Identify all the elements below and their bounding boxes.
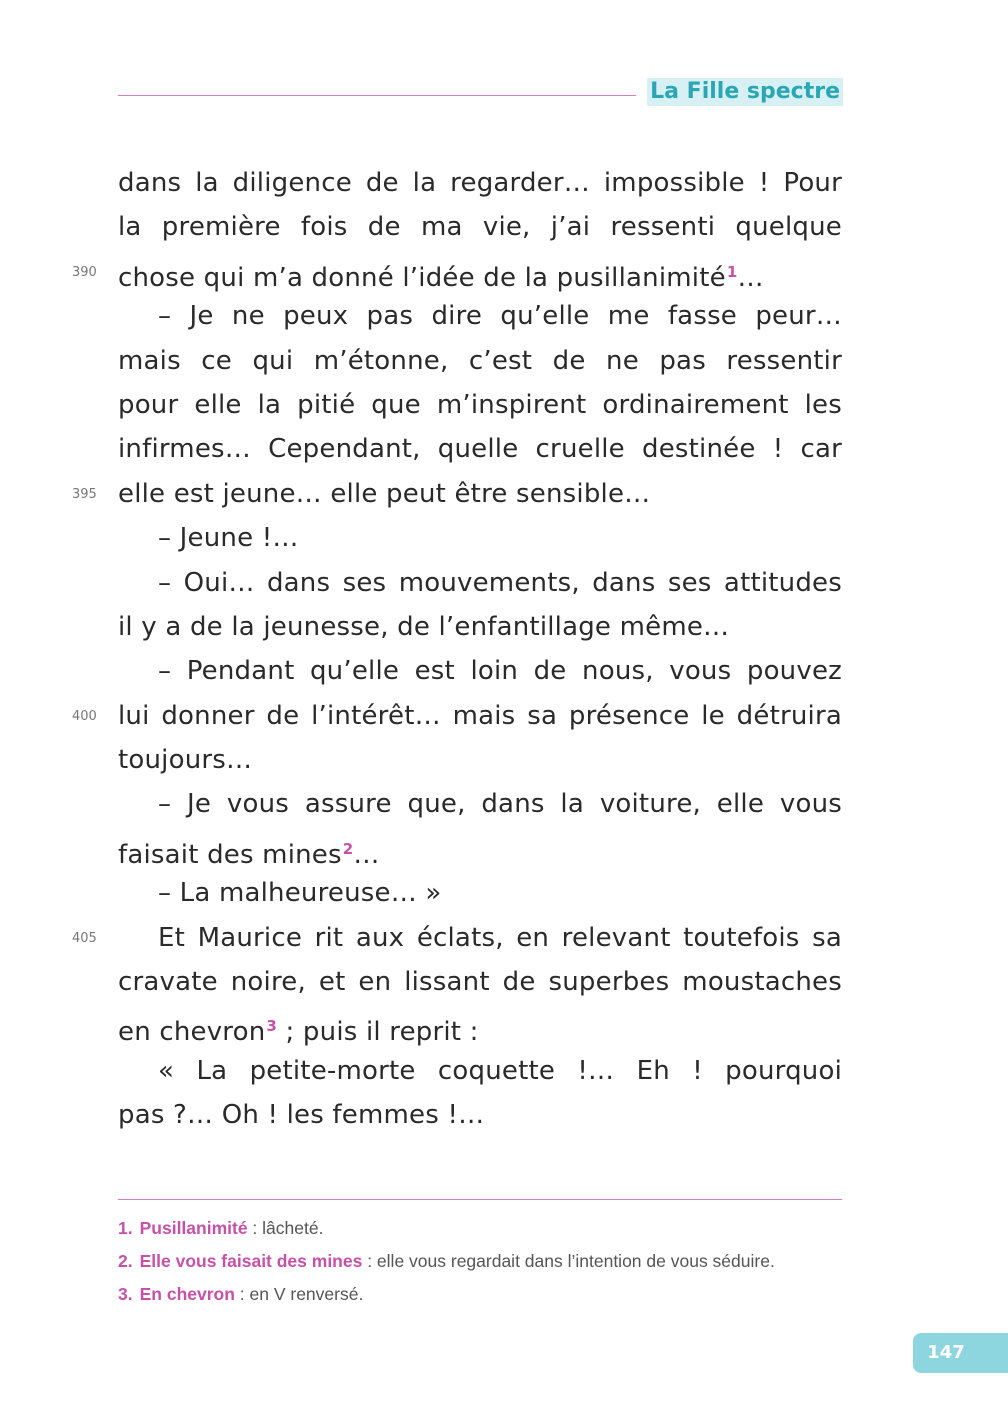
text-line: – Je ne peux pas dire qu’elle me fasse peur… [158, 301, 842, 332]
footnote-ref: 3 [266, 1017, 278, 1036]
text-line: – La malheureuse… » [158, 878, 442, 909]
text-line: elle est jeune… elle peut être sensible… [118, 478, 651, 509]
footnote-1: 1. Pusillanimité : lâcheté. [118, 1218, 324, 1238]
text-line: Et Maurice rit aux éclats, en relevant toutefois sa [158, 922, 842, 953]
line-number-400: 400 [72, 709, 97, 724]
text-line: mais ce qui m’étonne, c’est de ne pas ressentir [118, 345, 842, 376]
page-number: 147 [927, 1342, 965, 1363]
footnote-2: 2. Elle vous faisait des mines : elle vous regardait dans l’intention de vous séduire. [118, 1251, 775, 1271]
line-number-390: 390 [72, 265, 97, 280]
running-title: La Fille spectre [647, 78, 843, 106]
text-line: – Oui… dans ses mouvements, dans ses attitudes [158, 567, 842, 598]
line-number-405: 405 [72, 931, 97, 946]
text-line: dans la diligence de la regarder… impossible ! Pour [118, 168, 842, 198]
footnote-3: 3. En chevron : en V renversé. [118, 1284, 364, 1304]
text-line: – Pendant qu’elle est loin de nous, vous pouvez [158, 656, 842, 687]
footnotes [118, 1212, 858, 1311]
body-text [118, 161, 842, 1138]
text-line: pour elle la pitié que m’inspirent ordinairement les [118, 389, 842, 420]
text-line: en chevron$^3$ ; puis il reprit : [118, 1017, 479, 1048]
text-line: toujours… [118, 745, 253, 776]
text-line: pas ?… Oh ! les femmes !… [118, 1100, 485, 1131]
text-line: lui donner de l’intérêt… mais sa présence le détruira [118, 700, 842, 731]
text-line: cravate noire, et en lissant de superbes moustaches [118, 967, 842, 998]
footnote-ref: 2 [342, 839, 354, 858]
footnote-rule [118, 1199, 842, 1200]
text-line: faisait des mines$^2$… [118, 839, 380, 870]
text-line: « La petite-morte coquette !… Eh ! pourquoi [158, 1055, 842, 1086]
text-line: – Jeune !… [158, 523, 299, 554]
text-line: infirmes… Cependant, quelle cruelle destinée ! car [118, 434, 842, 465]
footnote-ref: 1 [726, 262, 738, 281]
text-line: la première fois de ma vie, j’ai ressenti quelque [118, 212, 842, 243]
line-number-395: 395 [72, 487, 97, 502]
text-line: chose qui m’a donné l’idée de la pusillanimité$^1$… [118, 262, 764, 293]
text-line: il y a de la jeunesse, de l’enfantillage même… [118, 611, 730, 642]
text-line: – Je vous assure que, dans la voiture, elle vous [158, 789, 842, 820]
header-rule [118, 95, 636, 96]
page-number-tab [913, 1333, 1008, 1373]
